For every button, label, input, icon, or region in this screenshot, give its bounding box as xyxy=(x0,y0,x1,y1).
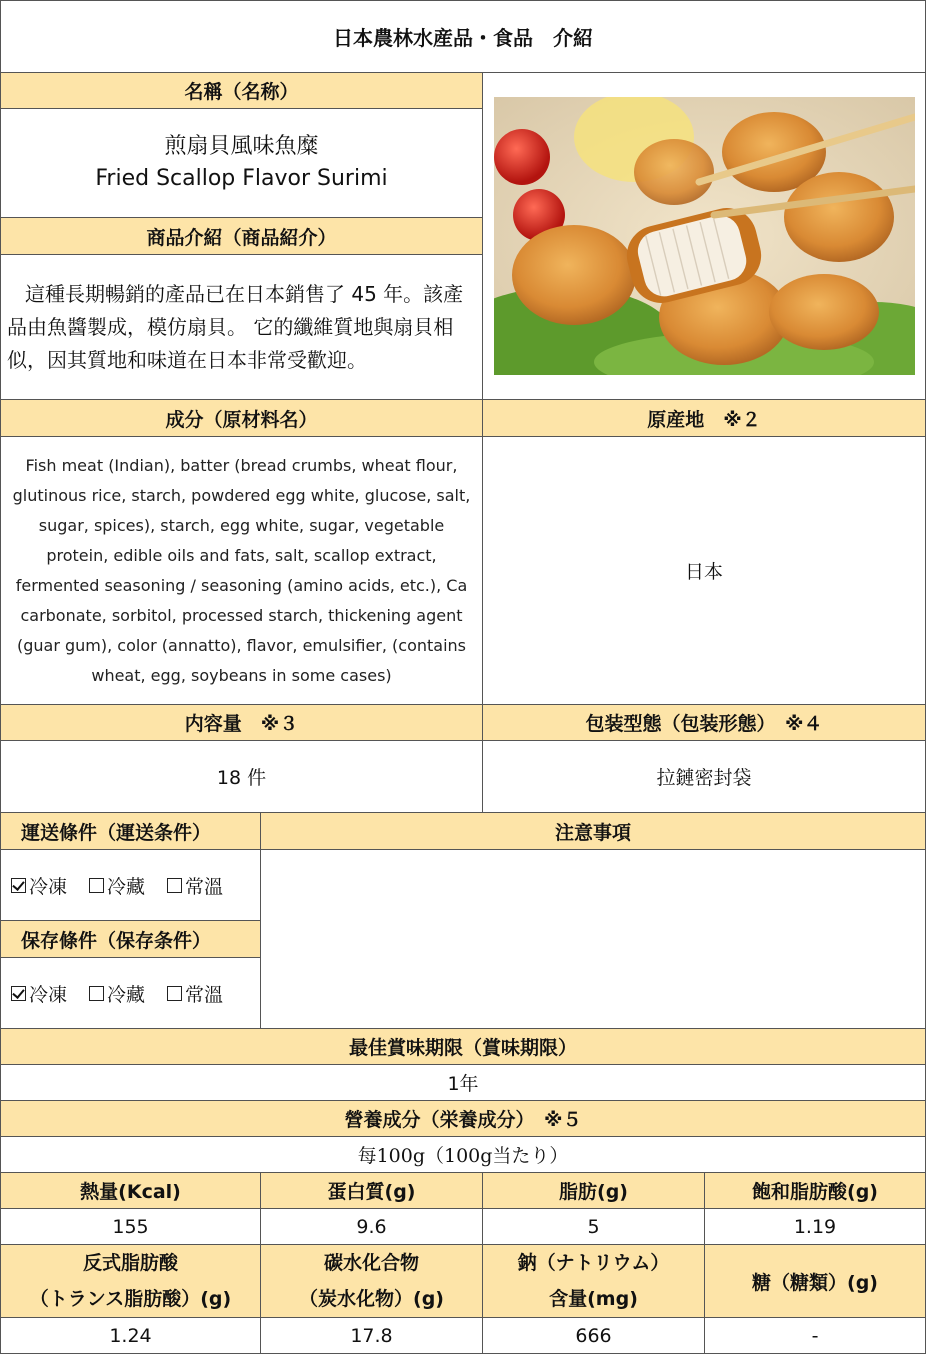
checkbox-unchecked-icon[interactable] xyxy=(89,878,104,893)
checkbox-unchecked-icon[interactable] xyxy=(167,878,182,893)
storage-options xyxy=(0,957,261,1029)
sugar-header: 糖（糖類）(g) xyxy=(704,1244,926,1318)
product-name xyxy=(0,108,483,218)
transport-option-ambient[interactable] xyxy=(167,872,223,899)
storage-option-ambient[interactable] xyxy=(167,980,223,1007)
origin-value: 日本 xyxy=(482,436,926,705)
sodium-header-line1: 鈉（ナトリウム） xyxy=(517,1252,670,1274)
carbohydrate-header xyxy=(260,1244,483,1318)
origin-label: 原産地 ※２ xyxy=(482,399,926,437)
intro-paragraph: 這種長期暢銷的產品已在日本銷售了 45 年。該產品由魚醬製成，模仿扇貝。 它的纖維質地與扇貝相似，因其質地和味道在日本非常受歡迎。 xyxy=(7,281,464,372)
trans-fat-value: 1.24 xyxy=(0,1317,261,1354)
transport-option-chilled[interactable] xyxy=(89,872,145,899)
option-label: 冷藏 xyxy=(107,875,146,898)
carbohydrate-header-line1: 碳水化合物 xyxy=(323,1252,419,1274)
intro-text xyxy=(0,254,483,400)
intro-label: 商品介紹（商品紹介） xyxy=(0,217,483,255)
best-before-label: 最佳賞味期限（賞味期限） xyxy=(0,1028,926,1065)
transport-label: 運送條件（運送条件） xyxy=(0,812,261,850)
carbohydrate-value: 17.8 xyxy=(260,1317,483,1354)
fat-header: 脂肪(g) xyxy=(482,1172,705,1209)
nutrition-per: 每100g（100g当たり） xyxy=(0,1136,926,1173)
product-name-zh: 煎扇貝風味魚糜 xyxy=(164,134,319,159)
content-label: 内容量 ※３ xyxy=(0,704,483,741)
checkbox-unchecked-icon[interactable] xyxy=(167,986,182,1001)
best-before-value: 1年 xyxy=(0,1064,926,1101)
nutrition-label: 營養成分（栄養成分） ※５ xyxy=(0,1100,926,1137)
storage-option-frozen[interactable] xyxy=(11,980,67,1007)
packaging-label: 包装型態（包装形態） ※４ xyxy=(482,704,926,741)
sodium-header-line2: 含量(mg) xyxy=(549,1288,638,1310)
fat-value: 5 xyxy=(482,1208,705,1245)
name-label: 名稱（名称） xyxy=(0,72,483,109)
ingredients-paragraph: Fish meat (Indian), batter (bread crumbs, wheat flour, glutinous rice, starch, powdered egg white, glucose, salt, sugar, spices), starch, egg white, sugar, vegetable protein, edible oils and fats, salt, scallop extract, fermented seasoning / seasoning (amino acids, etc.), Ca carbonate, sorbitol, processed starch, thickening agent (guar gum), color (annatto), flavor, emulsifier, (contains wheat, egg, soybeans in some cases) xyxy=(12,455,471,685)
content-value: 18 件 xyxy=(0,740,483,813)
ingredients-label: 成分（原材料名） xyxy=(0,399,483,437)
checkbox-unchecked-icon[interactable] xyxy=(89,986,104,1001)
saturated-fat-header: 飽和脂肪酸(g) xyxy=(704,1172,926,1209)
trans-fat-header xyxy=(0,1244,261,1318)
protein-value: 9.6 xyxy=(260,1208,483,1245)
saturated-fat-value: 1.19 xyxy=(704,1208,926,1245)
notes-value xyxy=(260,849,926,1029)
option-label: 冷凍 xyxy=(29,983,68,1006)
energy-value: 155 xyxy=(0,1208,261,1245)
transport-option-frozen[interactable] xyxy=(11,872,67,899)
energy-header: 熱量(Kcal) xyxy=(0,1172,261,1209)
trans-fat-header-line1: 反式脂肪酸 xyxy=(82,1252,178,1274)
sugar-value: - xyxy=(704,1317,926,1354)
product-photo xyxy=(482,72,926,400)
sodium-header xyxy=(482,1244,705,1318)
checkbox-checked-icon[interactable] xyxy=(11,986,26,1001)
sodium-value: 666 xyxy=(482,1317,705,1354)
option-label: 冷藏 xyxy=(107,983,146,1006)
protein-header: 蛋白質(g) xyxy=(260,1172,483,1209)
option-label: 常溫 xyxy=(185,983,224,1006)
product-name-en: Fried Scallop Flavor Surimi xyxy=(95,166,388,191)
storage-option-chilled[interactable] xyxy=(89,980,145,1007)
fried-scallop-image xyxy=(494,97,915,375)
carbohydrate-header-line2: （炭水化物）(g) xyxy=(299,1288,444,1310)
trans-fat-header-line2: （トランス脂肪酸）(g) xyxy=(29,1288,232,1310)
page-title: 日本農林水産品・食品 介紹 xyxy=(0,0,926,73)
option-label: 冷凍 xyxy=(29,875,68,898)
ingredients-text xyxy=(0,436,483,705)
packaging-value: 拉鏈密封袋 xyxy=(482,740,926,813)
option-label: 常溫 xyxy=(185,875,224,898)
checkbox-checked-icon[interactable] xyxy=(11,878,26,893)
transport-options xyxy=(0,849,261,921)
storage-label: 保存條件（保存条件） xyxy=(0,920,261,958)
notes-label: 注意事項 xyxy=(260,812,926,850)
